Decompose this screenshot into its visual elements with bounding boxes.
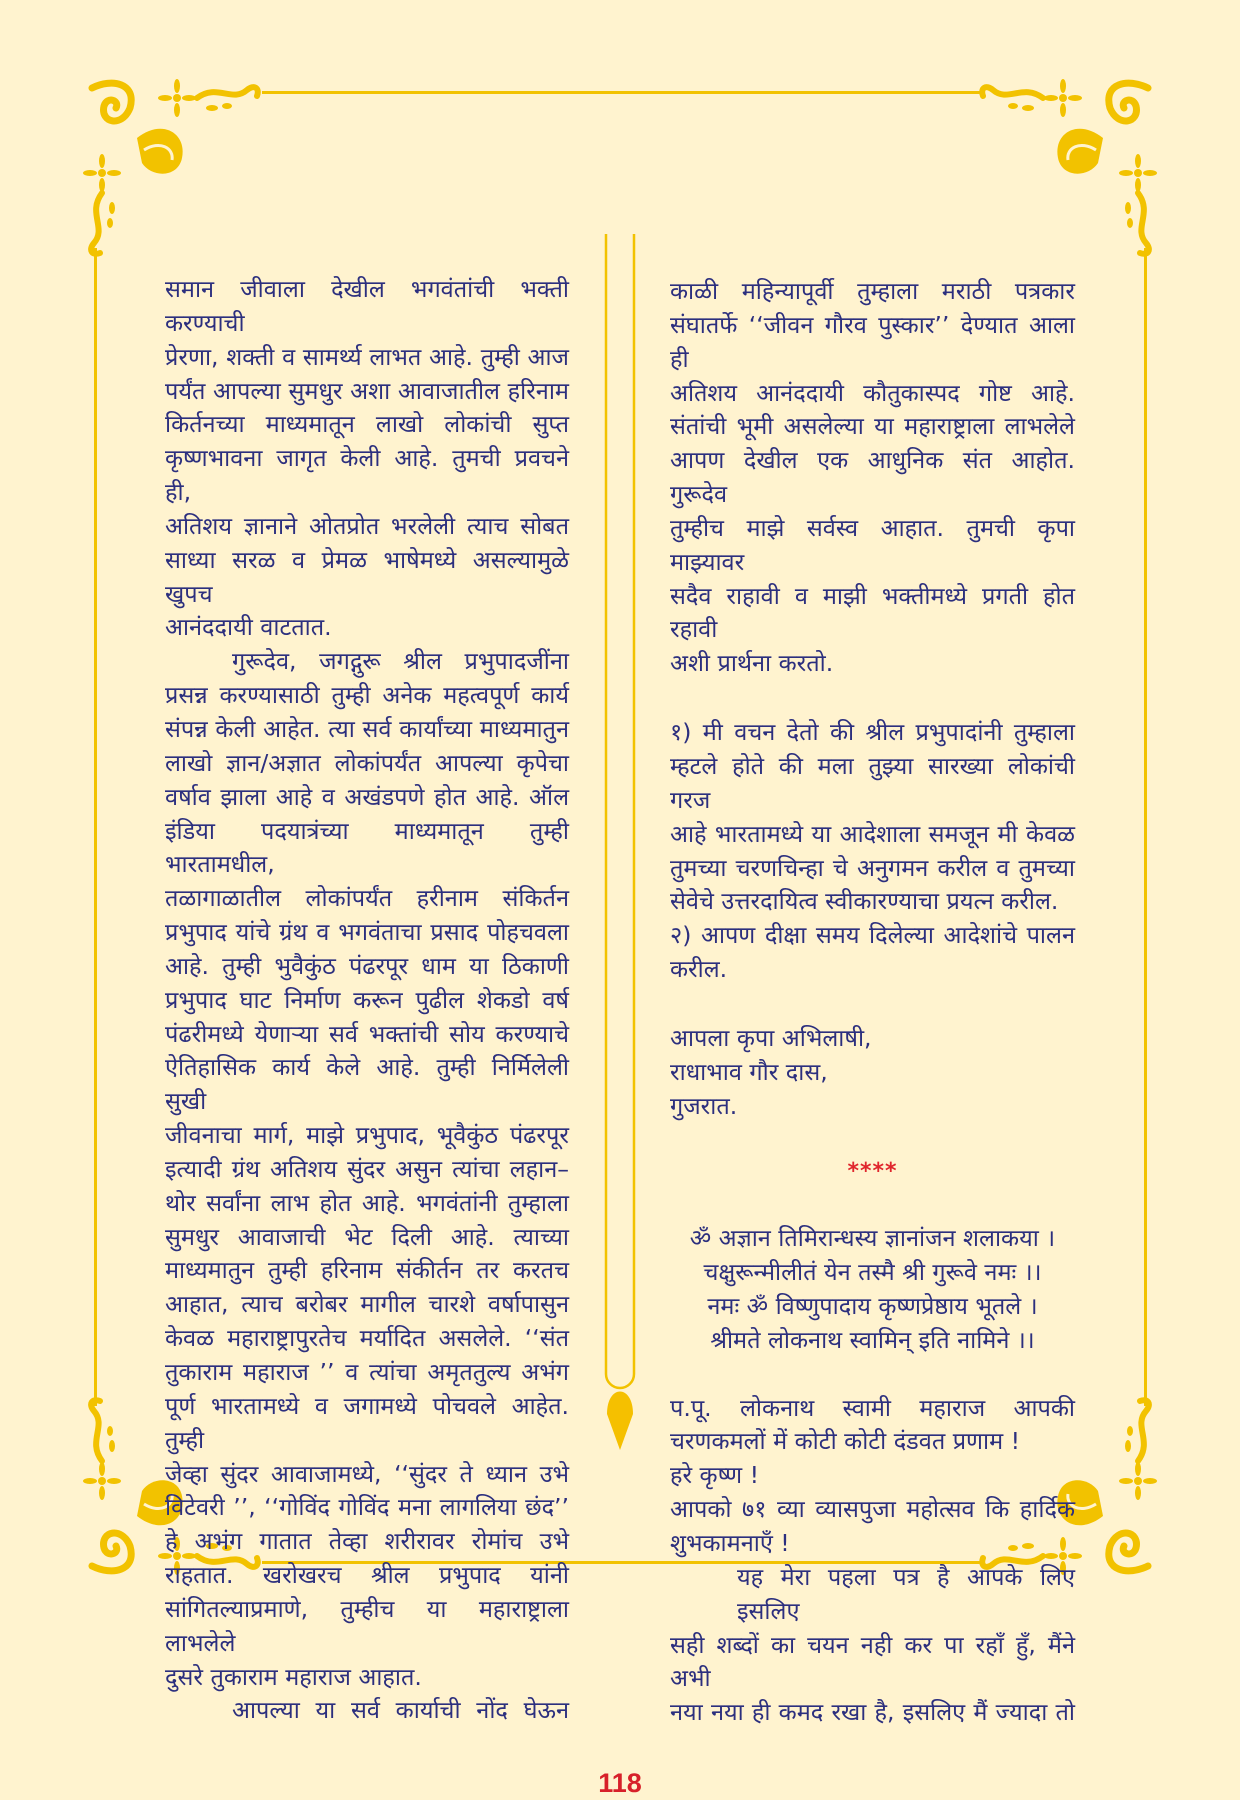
text-line: प.पू. लोकनाथ स्वामी महाराज आपकी: [670, 1393, 1075, 1422]
text-line: सुमधुर आवाजाची भेट दिली आहे. त्याच्या: [165, 1222, 569, 1251]
text-line: इंडिया पदयात्रंच्या माध्यमातून तुम्ही भारतामधील,: [165, 816, 569, 879]
text-line: नया नया ही कमद रखा है, इसलिए मैं ज्यादा तो: [670, 1698, 1075, 1727]
text-line: ॐ अज्ञान तिमिरान्धस्य ज्ञानांजन शलाकया ।: [689, 1224, 1056, 1253]
text-line: काळी महिन्यापूर्वी तुम्हाला मराठी पत्रकार: [670, 277, 1075, 305]
text-line: शुभकामनाएँ !: [670, 1529, 790, 1557]
text-line: आनंददायी वाटतात.: [165, 613, 332, 642]
text-line: जेव्हा सुंदर आवाजामध्ये, ‘‘सुंदर ते ध्यान उभे: [165, 1459, 569, 1488]
text-line: थोर सर्वांना लाभ होत आहे. भगवंतांनी तुम्हाला: [165, 1188, 569, 1217]
text-line: राधाभाव गौर दास,: [670, 1057, 828, 1086]
text-line: तळागाळातील लोकांपर्यंत हरीनाम संकिर्तन: [165, 884, 569, 913]
text-line: गुरूदेव, जगद्गुरू श्रील प्रभुपादजींना: [232, 647, 569, 676]
text-line: अतिशय आनंददायी कौतुकास्पद गोष्ट आहे.: [670, 378, 1075, 407]
text-line: दुसरे तुकाराम महाराज आहात.: [165, 1662, 422, 1691]
text-line: संतांची भूमी असलेल्या या महाराष्ट्राला लाभलेले: [670, 412, 1075, 441]
text-line: आपल्या या सर्व कार्याची नोंद घेऊन: [232, 1696, 569, 1725]
paragraph: [670, 275, 1075, 681]
text-line: राहतात. खरोखरच श्रील प्रभुपाद यांनी: [165, 1561, 569, 1590]
paragraph: [670, 919, 1075, 987]
text-line: सदैव राहावी व माझी भक्तीमध्ये प्रगती होत रहावी: [670, 581, 1075, 644]
text-line: आहे भारतामध्ये या आदेशाला समजून मी केवळ: [670, 819, 1075, 848]
text-line: केवळ महाराष्ट्रापुरतेच मर्यादित असलेले. ‘‘संत: [165, 1324, 569, 1353]
text-line: तुकाराम महाराज ’’ व त्यांचा अमृततुल्य अभंग: [165, 1358, 569, 1386]
separator-stars: ****: [847, 1159, 898, 1185]
text-line: अतिशय ज्ञानाने ओतप्रोत भरलेली त्याच सोबत: [165, 511, 569, 540]
text-line: हे अभंग गातात तेव्हा शरीरावर रोमांच उभे: [165, 1527, 569, 1556]
paragraph: [165, 1694, 569, 1728]
signature-block: [670, 1022, 1075, 1124]
text-line: सांगितल्याप्रमाणे, तुम्हीच या महाराष्ट्राला लाभलेले: [165, 1594, 569, 1657]
paragraph: [670, 1459, 1075, 1493]
text-line: आपको ७१ व्या व्यासपुजा महोत्सव कि हार्दिक: [670, 1495, 1075, 1524]
right-text-column: [670, 273, 1075, 1730]
text-line: सही शब्दों का चयन नही कर पा रहाँ हुँ, मैंने अभी: [670, 1630, 1075, 1693]
paragraph: [165, 645, 569, 1694]
left-text-column: [165, 273, 569, 1728]
text-line: वर्षाव झाला आहे व अखंडपणे होत आहे. ऑल: [165, 782, 569, 811]
hindi-greeting: [670, 1392, 1075, 1730]
text-line: प्रसन्न करण्यासाठी तुम्ही अनेक महत्वपूर्ण कार्य: [165, 681, 569, 710]
text-line: संघातर्फे ‘‘जीवन गौरव पुस्कार’’ देण्यात आला ही: [670, 310, 1075, 373]
text-line: लाखो ज्ञान/अज्ञात लोकांपर्यंत आपल्या कृपेचा: [165, 748, 569, 777]
text-line: तुम्हीच माझे सर्वस्व आहात. तुमची कृपा माझ्यावर: [670, 513, 1075, 576]
right-intro-paragraph: [670, 275, 1075, 681]
paragraph: [165, 273, 569, 645]
text-line: नमः ॐ विष्णुपादाय कृष्णप्रेष्ठाय भूतले ।: [707, 1291, 1038, 1320]
text-line: प्रभुपाद घाट निर्माण करून पुढील शेकडो वर्ष: [165, 985, 569, 1014]
paragraph: [670, 1561, 1075, 1730]
text-line: करील.: [670, 955, 728, 984]
paragraph: [670, 1022, 1075, 1124]
text-line: म्हटले होते की मला तुझ्या सारख्या लोकांची गरज: [670, 751, 1075, 814]
text-line: आपण देखील एक आधुनिक संत आहोत. गुरूदेव: [670, 446, 1075, 509]
text-line: आपला कृपा अभिलाषी,: [670, 1023, 872, 1052]
text-line: अशी प्रार्थना करतो.: [670, 649, 834, 678]
shloka-verse: [670, 1222, 1075, 1357]
text-line: संपन्न केली आहेत. त्या सर्व कार्यांच्या माध्यमातुन: [165, 714, 569, 743]
text-line: पर्यंत आपल्या सुमधुर अशा आवाजातील हरिनाम: [165, 376, 569, 405]
paragraph: [670, 1493, 1075, 1561]
text-line: आहात, त्याच बरोबर मागील चारशे वर्षापासुन: [165, 1290, 569, 1319]
text-line: साध्या सरळ व प्रेमळ भाषेमध्ये असल्यामुळे खुपच: [165, 545, 569, 608]
text-line: यह मेरा पहला पत्र है आपके लिए इसलिए: [737, 1562, 1075, 1625]
text-line: आहे. तुम्ही भुवैकुंठ पंढरपूर धाम या ठिकाणी: [165, 951, 569, 980]
text-line: गुजरात.: [670, 1091, 738, 1120]
text-line: २) आपण दीक्षा समय दिलेल्या आदेशांचे पालन: [670, 921, 1075, 950]
text-line: विटेवरी ’’, ‘‘गोविंद गोविंद मना लागलिया छंद’’: [165, 1493, 569, 1522]
text-line: प्रेरणा, शक्ती व सामर्थ्य लाभत आहे. तुम्ही आज: [165, 342, 569, 371]
text-line: किर्तनच्या माध्यमातून लाखो लोकांची सुप्त: [165, 410, 569, 439]
text-line: इत्यादी ग्रंथ अतिशय सुंदर असुन त्यांचा लहान–: [165, 1154, 569, 1183]
text-line: श्रीमते लोकनाथ स्वामिन् इति नामिने ।।: [710, 1325, 1035, 1354]
text-line: १) मी वचन देतो की श्रील प्रभुपादांनी तुम्हाला: [670, 718, 1075, 747]
text-line: पूर्ण भारतामध्ये व जगामध्ये पोचवले आहेत. तुम्ही: [165, 1391, 569, 1454]
text-line: कृष्णभावना जागृत केली आहे. तुमची प्रवचने ही,: [165, 444, 569, 507]
text-line: हरे कृष्ण !: [670, 1461, 760, 1490]
page-number: 118: [598, 1768, 642, 1799]
text-line: सेवेचे उत्तरदायित्व स्वीकारण्याचा प्रयत्न करील.: [670, 887, 1059, 916]
text-line: माध्यमातुन तुम्ही हरिनाम संकीर्तन तर करतच: [165, 1256, 569, 1285]
text-line: प्रभुपाद यांचे ग्रंथ व भगवंताचा प्रसाद पोहचवला: [165, 918, 569, 947]
paragraph: [670, 1392, 1075, 1460]
text-line: जीवनाचा मार्ग, माझे प्रभुपाद, भूवैकुंठ पंढरपूर: [165, 1121, 569, 1150]
page-footer: [0, 1730, 1240, 1800]
text-line: ऐतिहासिक कार्य केले आहे. तुम्ही निर्मिलेली सुखी: [165, 1053, 569, 1116]
paragraph: [670, 716, 1075, 919]
paragraph: [670, 1222, 1075, 1357]
text-line: पंढरीमध्ये येणाऱ्या सर्व भक्तांची सोय करण्याचे: [165, 1019, 569, 1048]
text-line: चरणकमलों में कोटी कोटी दंडवत प्रणाम !: [670, 1427, 1021, 1456]
text-line: तुमच्या चरणचिन्हा चे अनुगमन करील व तुमच्या: [670, 853, 1075, 882]
text-line: समान जीवाला देखील भगवंतांची भक्ती करण्याची: [165, 275, 569, 337]
promises-list: [670, 716, 1075, 987]
text-line: चक्षुरून्मीलीतं येन तस्मै श्री गुरूवे नमः ।।: [703, 1258, 1042, 1287]
